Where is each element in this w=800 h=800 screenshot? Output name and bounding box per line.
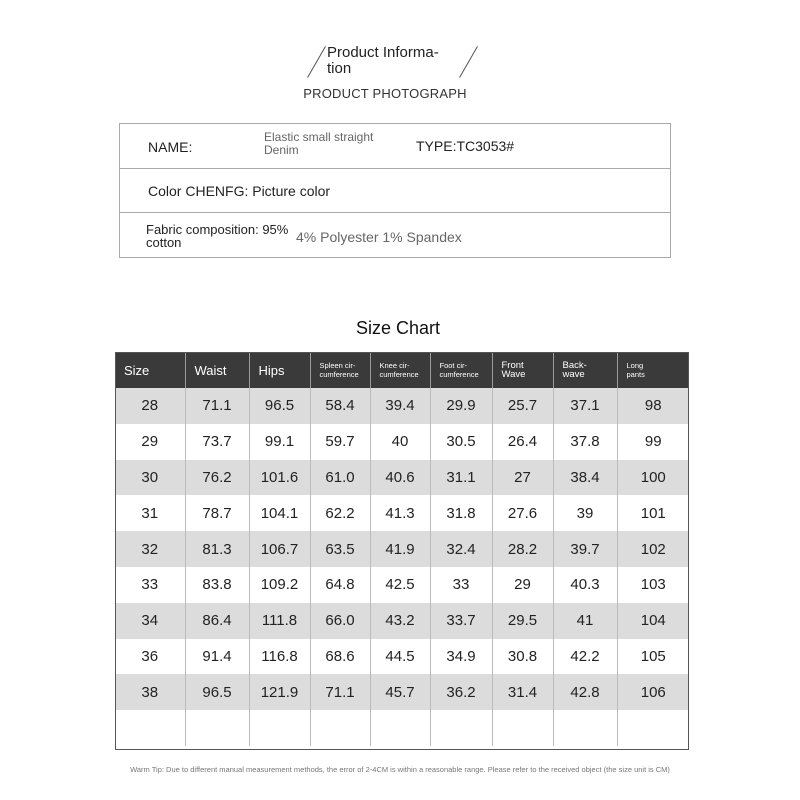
table-cell: 100 — [617, 460, 689, 496]
table-cell: 34.9 — [430, 639, 492, 675]
table-cell: 44.5 — [370, 639, 430, 675]
table-row — [115, 495, 689, 531]
fabric-value: 4% Polyester 1% Spandex — [296, 229, 462, 245]
table-cell: 36 — [115, 639, 185, 675]
table-row — [115, 603, 689, 639]
table-cell: 99.1 — [249, 424, 310, 460]
header-foot: Foot cir- cumference — [430, 352, 492, 388]
table-cell — [115, 710, 185, 746]
table-cell — [492, 710, 553, 746]
name-label: NAME: — [148, 139, 193, 155]
table-row — [115, 388, 689, 424]
table-cell: 98 — [617, 388, 689, 424]
warm-tip: Warm Tip: Due to different manual measurement methods, the error of 2-4CM is within a reasonable range. Please refer to the received object (the size unit is CM) — [130, 765, 670, 774]
table-cell: 29.9 — [430, 388, 492, 424]
type-value: TYPE:TC3053# — [416, 138, 515, 154]
table-cell: 31.4 — [492, 674, 553, 710]
table-cell: 101 — [617, 495, 689, 531]
header-back-wave: Back- wave — [553, 352, 617, 388]
table-cell: 86.4 — [185, 603, 249, 639]
info-row-name — [120, 124, 670, 169]
table-cell — [310, 710, 370, 746]
table-row — [115, 639, 689, 675]
table-cell: 43.2 — [370, 603, 430, 639]
table-cell: 38.4 — [553, 460, 617, 496]
size-chart-body — [115, 388, 689, 746]
table-row — [115, 531, 689, 567]
table-cell: 121.9 — [249, 674, 310, 710]
table-cell: 31 — [115, 495, 185, 531]
table-cell: 30 — [115, 460, 185, 496]
info-row-fabric — [120, 213, 670, 258]
header-subtitle: PRODUCT PHOTOGRAPH — [303, 86, 467, 101]
table-cell: 34 — [115, 603, 185, 639]
header-knee: Knee cir- cumference — [370, 352, 430, 388]
table-cell: 32.4 — [430, 531, 492, 567]
table-header-row — [115, 352, 689, 388]
size-chart-table — [115, 352, 689, 746]
table-cell: 41.9 — [370, 531, 430, 567]
table-cell: 83.8 — [185, 567, 249, 603]
table-cell: 30.8 — [492, 639, 553, 675]
table-cell: 37.8 — [553, 424, 617, 460]
size-chart-title: Size Chart — [355, 318, 441, 338]
table-row — [115, 674, 689, 710]
table-cell — [553, 710, 617, 746]
table-cell: 41 — [553, 603, 617, 639]
slash-decoration — [307, 46, 326, 78]
name-value: Elastic small straight Denim — [264, 130, 374, 157]
info-row-color — [120, 169, 670, 213]
table-cell — [249, 710, 310, 746]
table-cell: 31.8 — [430, 495, 492, 531]
table-cell: 81.3 — [185, 531, 249, 567]
table-cell: 26.4 — [492, 424, 553, 460]
table-cell: 33 — [115, 567, 185, 603]
table-cell: 62.2 — [310, 495, 370, 531]
table-row — [115, 567, 689, 603]
table-cell: 109.2 — [249, 567, 310, 603]
table-cell: 68.6 — [310, 639, 370, 675]
table-cell: 31.1 — [430, 460, 492, 496]
table-cell: 91.4 — [185, 639, 249, 675]
table-cell — [185, 710, 249, 746]
table-cell: 42.8 — [553, 674, 617, 710]
table-cell: 42.5 — [370, 567, 430, 603]
table-cell: 102 — [617, 531, 689, 567]
table-cell: 29 — [492, 567, 553, 603]
table-cell: 101.6 — [249, 460, 310, 496]
table-cell: 64.8 — [310, 567, 370, 603]
table-cell: 42.2 — [553, 639, 617, 675]
table-cell: 27.6 — [492, 495, 553, 531]
table-cell: 76.2 — [185, 460, 249, 496]
table-cell — [370, 710, 430, 746]
table-cell: 39 — [553, 495, 617, 531]
table-cell: 40.3 — [553, 567, 617, 603]
table-cell: 58.4 — [310, 388, 370, 424]
table-cell: 39.4 — [370, 388, 430, 424]
fabric-label: Fabric composition: 95% cotton — [146, 222, 289, 250]
table-cell: 33 — [430, 567, 492, 603]
table-cell: 30.5 — [430, 424, 492, 460]
table-cell: 105 — [617, 639, 689, 675]
table-cell: 71.1 — [185, 388, 249, 424]
table-cell — [430, 710, 492, 746]
header-hips: Hips — [249, 352, 310, 388]
table-cell: 45.7 — [370, 674, 430, 710]
table-cell: 106 — [617, 674, 689, 710]
header-size: Size — [115, 352, 185, 388]
table-cell: 40 — [370, 424, 430, 460]
table-cell: 106.7 — [249, 531, 310, 567]
table-cell: 36.2 — [430, 674, 492, 710]
table-cell: 63.5 — [310, 531, 370, 567]
table-cell: 116.8 — [249, 639, 310, 675]
product-info-table — [119, 123, 671, 258]
table-cell: 28 — [115, 388, 185, 424]
table-cell: 33.7 — [430, 603, 492, 639]
table-cell: 29.5 — [492, 603, 553, 639]
table-cell: 39.7 — [553, 531, 617, 567]
slash-decoration — [459, 46, 478, 78]
table-cell: 32 — [115, 531, 185, 567]
table-cell: 111.8 — [249, 603, 310, 639]
table-cell: 25.7 — [492, 388, 553, 424]
header-long-pants: Long pants — [617, 352, 689, 388]
table-cell: 103 — [617, 567, 689, 603]
color-value: Color CHENFG: Picture color — [148, 183, 331, 199]
table-cell: 38 — [115, 674, 185, 710]
header-title: Product Informa- tion — [327, 44, 439, 77]
table-cell: 61.0 — [310, 460, 370, 496]
table-cell: 28.2 — [492, 531, 553, 567]
table-cell: 73.7 — [185, 424, 249, 460]
table-cell: 59.7 — [310, 424, 370, 460]
header-spleen: Spleen cir- cumference — [310, 352, 370, 388]
table-row — [115, 424, 689, 460]
table-cell — [617, 710, 689, 746]
table-cell: 71.1 — [310, 674, 370, 710]
table-cell: 27 — [492, 460, 553, 496]
table-cell: 41.3 — [370, 495, 430, 531]
header-waist: Waist — [185, 352, 249, 388]
table-cell: 66.0 — [310, 603, 370, 639]
header-front-wave: Front Wave — [492, 352, 553, 388]
header — [0, 0, 800, 110]
table-cell: 37.1 — [553, 388, 617, 424]
table-cell: 29 — [115, 424, 185, 460]
table-cell: 99 — [617, 424, 689, 460]
table-cell: 104.1 — [249, 495, 310, 531]
table-cell: 96.5 — [249, 388, 310, 424]
table-row — [115, 710, 689, 746]
table-cell: 78.7 — [185, 495, 249, 531]
table-cell: 96.5 — [185, 674, 249, 710]
table-row — [115, 460, 689, 496]
table-cell: 104 — [617, 603, 689, 639]
table-cell: 40.6 — [370, 460, 430, 496]
